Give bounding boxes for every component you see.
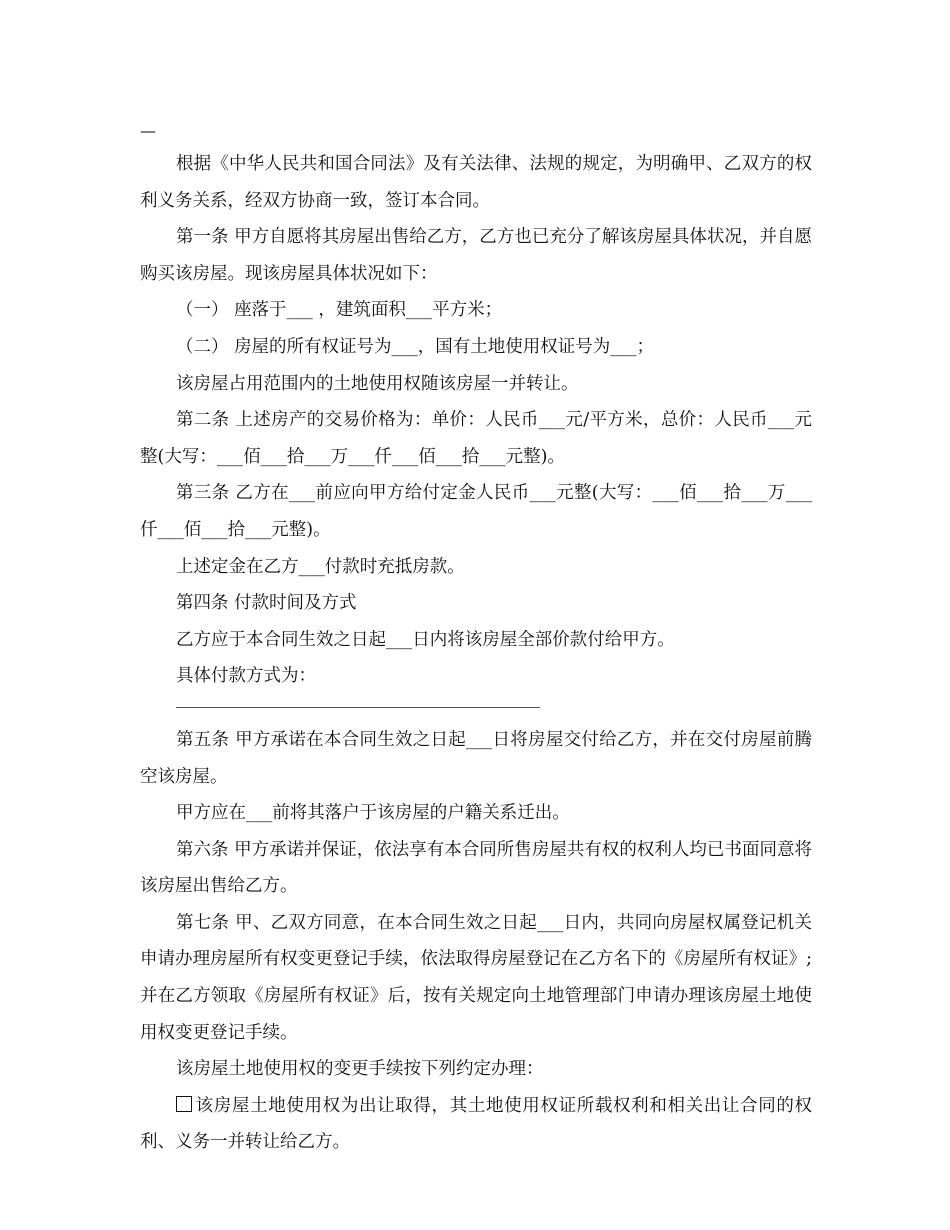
article-3-paragraph: 第三条 乙方在___前应向甲方给付定金人民币___元整(大写：___佰___拾___万___仟___佰___拾___元整)。 [140, 483, 812, 540]
payment-deadline-paragraph: 乙方应于本合同生效之日起___日内将该房屋全部价款付给甲方。 [176, 629, 675, 650]
leading-dash: — [140, 121, 155, 140]
article-7-paragraph: 第七条 甲、乙双方同意，在本合同生效之日起___日内，共同向房屋权属登记机关申请办理房屋所有权变更登记手续，依法取得房屋登记在乙方名下的《房屋所有权证》;并在乙方领取《房屋所有权证》后，按有关规定向土地管理部门申请办理该房屋土地使用权变更登记手续。 [140, 912, 812, 1043]
preamble-paragraph: 根据《中华人民共和国合同法》及有关法律、法规的规定，为明确甲、乙双方的权利义务关系，经双方协商一致，签订本合同。 [140, 154, 812, 211]
article-6-paragraph: 第六条 甲方承诺并保证，依法享有本合同所售房屋共有权的权利人均已书面同意将该房屋出售给乙方。 [140, 839, 812, 897]
contract-body [140, 146, 812, 1161]
land-use-transfer-paragraph: 该房屋占用范围内的土地使用权随该房屋一并转让。 [176, 373, 579, 394]
option-checkbox[interactable] [176, 1096, 192, 1112]
land-use-option-text: 该房屋土地使用权为出让取得，其土地使用权证所载权利和相关出让合同的权利、义务一并转让给乙方。 [140, 1095, 812, 1153]
article-5-paragraph: 第五条 甲方承诺在本合同生效之日起___日将房屋交付给乙方，并在交付房屋前腾空该房屋。 [140, 729, 812, 787]
payment-method-blank-line [176, 707, 540, 708]
article-1-item-1: （一） 座落于___ ，建筑面积___平方米； [176, 300, 503, 321]
payment-method-label: 具体付款方式为： [176, 666, 316, 687]
article-1-paragraph: 第一条 甲方自愿将其房屋出售给乙方，乙方也已充分了解该房屋具体状况，并自愿购买该房屋。现该房屋具体状况如下： [140, 227, 812, 284]
article-2-paragraph: 第二条 上述房产的交易价格为：单价：人民币___元/平方米，总价：人民币___元整(大写：___佰___拾___万___仟___佰___拾___元整)。 [140, 410, 812, 467]
household-registration-paragraph: 甲方应在___前将其落户于该房屋的户籍关系迁出。 [176, 803, 570, 824]
article-4-heading: 第四条 付款时间及方式 [176, 593, 357, 614]
land-use-change-paragraph: 该房屋土地使用权的变更手续按下列约定办理： [176, 1059, 544, 1080]
deposit-offset-paragraph: 上述定金在乙方___付款时充抵房款。 [176, 556, 465, 577]
article-1-item-2: （二） 房屋的所有权证号为___，国有土地使用权证号为___； [176, 336, 655, 357]
land-use-option-paragraph [140, 1088, 812, 1161]
